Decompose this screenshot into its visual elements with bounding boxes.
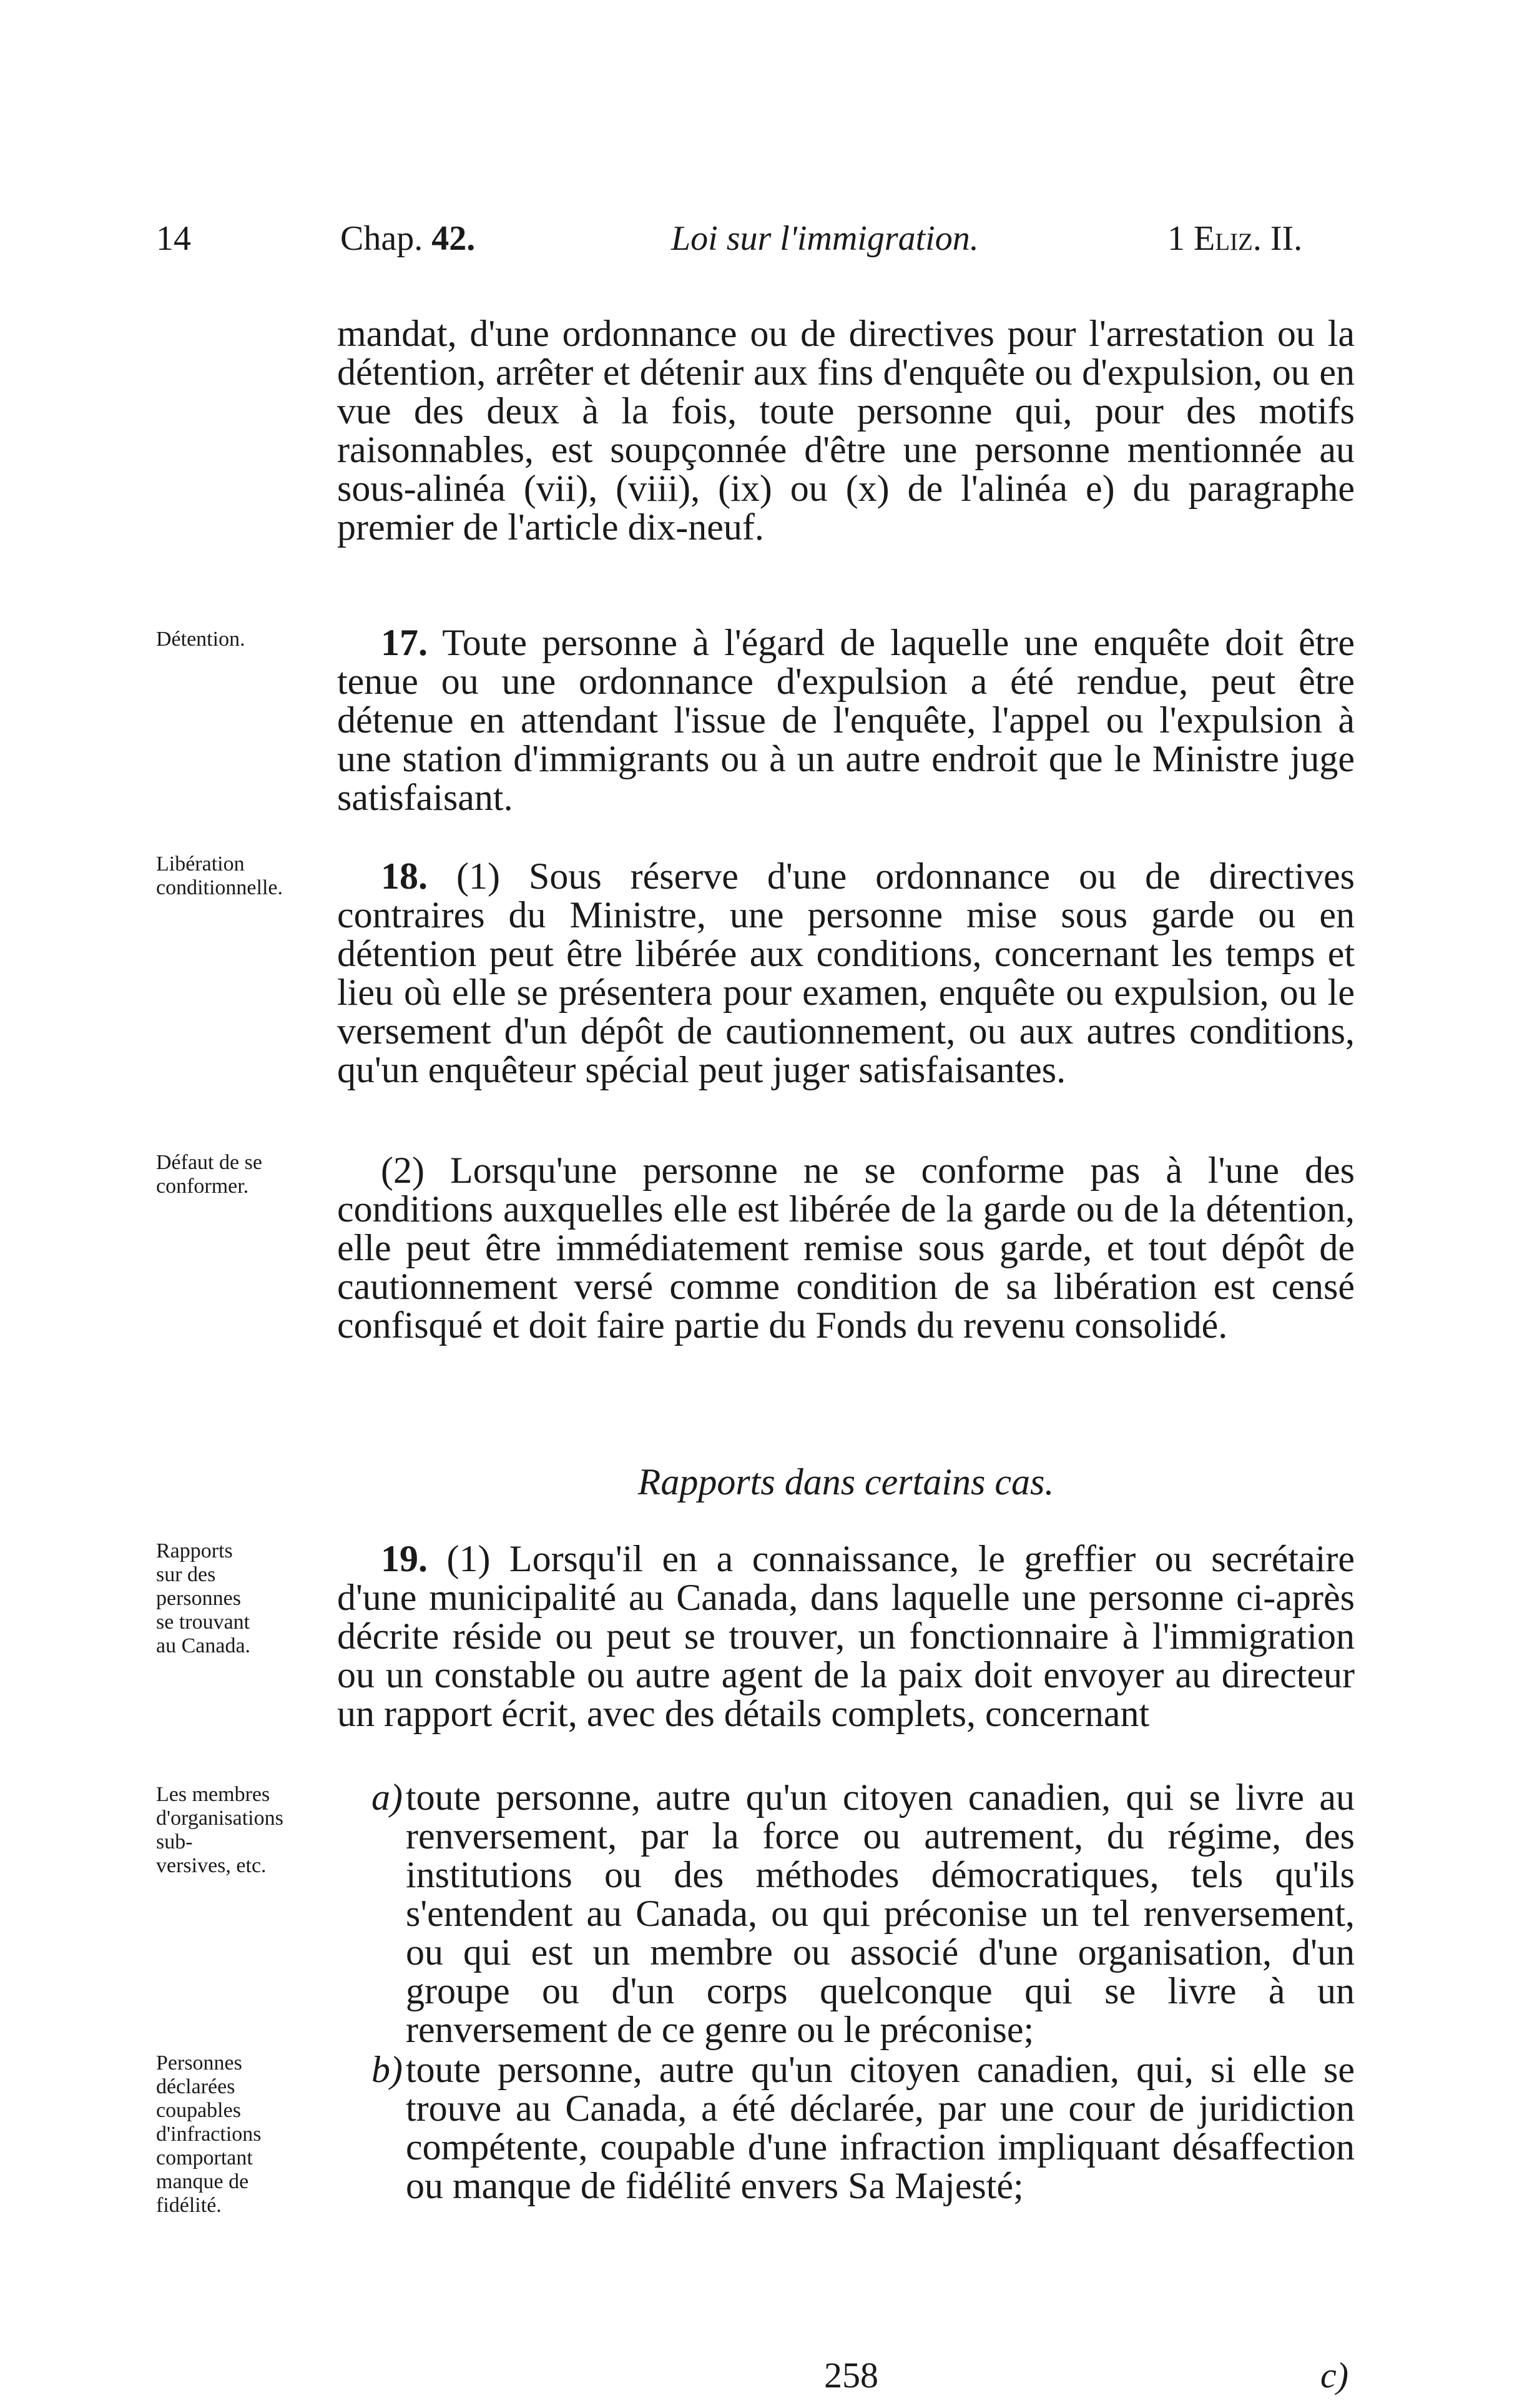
article-19-number: 19. [381, 1538, 428, 1579]
margin-note-article-18-2: Défaut de se conformer. [156, 1151, 262, 1198]
item-a-label: a) [371, 1777, 403, 1818]
article-18-number: 18. [381, 856, 428, 897]
article-18-2-text: (2) Lorsqu'une personne ne se conforme pas à l'une des conditions auxquelles elle est libérée de la garde ou de la détention, elle peut être immédiatement remise sous garde, et tout dépôt de cautionnement versé comme condition de sa libération est censé confisqué et doit faire partie du Fonds du revenu consolidé. [337, 1150, 1355, 1346]
header-act-title: Loi sur l'immigration. [671, 219, 979, 258]
article-17-text: Toute personne à l'égard de laquelle une enquête doit être tenue ou une ordonnance d'expulsion a été rendue, peut être détenue en attendant l'issue de l'enquête, l'appel ou l'expulsion à une station d'immigrants ou à un autre endroit que le Ministre juge satisfaisant. [337, 622, 1355, 818]
item-b-label: b) [371, 2049, 403, 2090]
margin-note-item-a: Les membres d'organisations sub- versives, etc. [156, 1783, 283, 1877]
article-17-number: 17. [381, 622, 428, 663]
section-heading: Rapports dans certains cas. [637, 1461, 1054, 1503]
header-page-number: 14 [156, 219, 191, 258]
margin-note-article-17: Détention. [156, 628, 245, 651]
header-chapter [340, 219, 475, 259]
margin-note-item-b: Personnes déclarées coupables d'infractions comportant manque de fidélité. [156, 2051, 262, 2217]
footer-page-number: 258 [824, 2355, 878, 2396]
header-reign: 1 Eliz. II. [1167, 219, 1303, 258]
margin-note-article-18-1: Libération conditionnelle. [156, 852, 283, 899]
article-18-1 [337, 857, 1355, 1089]
continuation-paragraph [337, 314, 1355, 546]
item-a-text: toute personne, autre qu'un citoyen canadien, qui se livre au renversement, par la force ou autrement, du régime, des institutions ou des méthodes démocratiques, tels qu'ils s'entendent au Canada, ou qui préconise un tel renversement, ou qui est un membre ou associé d'une organisation, d'un groupe ou d'un corps quelconque qui se livre à un renversement de ce genre ou le préconise; [406, 1777, 1355, 2050]
list-item [337, 1778, 1355, 2049]
item-b-text: toute personne, autre qu'un citoyen canadien, qui, si elle se trouve au Canada, a été déclarée, par une cour de juridiction compétente, coupable d'une infraction impliquant désaffection ou manque de fidélité envers Sa Majesté; [406, 2049, 1355, 2206]
list-item [337, 2050, 1355, 2205]
article-18-1-text: (1) Sous réserve d'une ordonnance ou de directives contraires du Ministre, une personne mise sous garde ou en détention peut être libérée aux conditions, concernant les temps et lieu où elle se présentera pour examen, enquête ou expulsion, ou le versement d'un dépôt de cautionnement, ou aux autres conditions, qu'un enquêteur spécial peut juger satisfaisantes. [337, 856, 1355, 1090]
margin-note-article-19: Rapports sur des personnes se trouvant au Canada. [156, 1539, 251, 1657]
header-chapter-label: Chap. [340, 219, 423, 258]
header-chapter-number: 42. [431, 219, 476, 258]
article-18-2 [337, 1151, 1355, 1345]
article-17 [337, 623, 1355, 817]
article-19-text: (1) Lorsqu'il en a connaissance, le greffier ou secrétaire d'une municipalité au Canada, dans laquelle une personne ci-après décrite réside ou peut se trouver, un fonctionnaire à l'immigration ou un constable ou autre agent de la paix doit envoyer au directeur un rapport écrit, avec des détails complets, concernant [337, 1538, 1355, 1734]
running-header [0, 219, 1527, 275]
article-19-1 [337, 1539, 1355, 1733]
footer-next-item: c) [1320, 2355, 1349, 2396]
continuation-text: mandat, d'une ordonnance ou de directives pour l'arrestation ou la détention, arrêter et détenir aux fins d'enquête ou d'expulsion, ou en vue des deux à la fois, toute personne qui, pour des motifs raisonnables, est soupçonnée d'être une personne mentionnée au sous-alinéa (vii), (viii), (ix) ou (x) de l'alinéa e) du paragraphe premier de l'article dix-neuf. [337, 313, 1355, 548]
